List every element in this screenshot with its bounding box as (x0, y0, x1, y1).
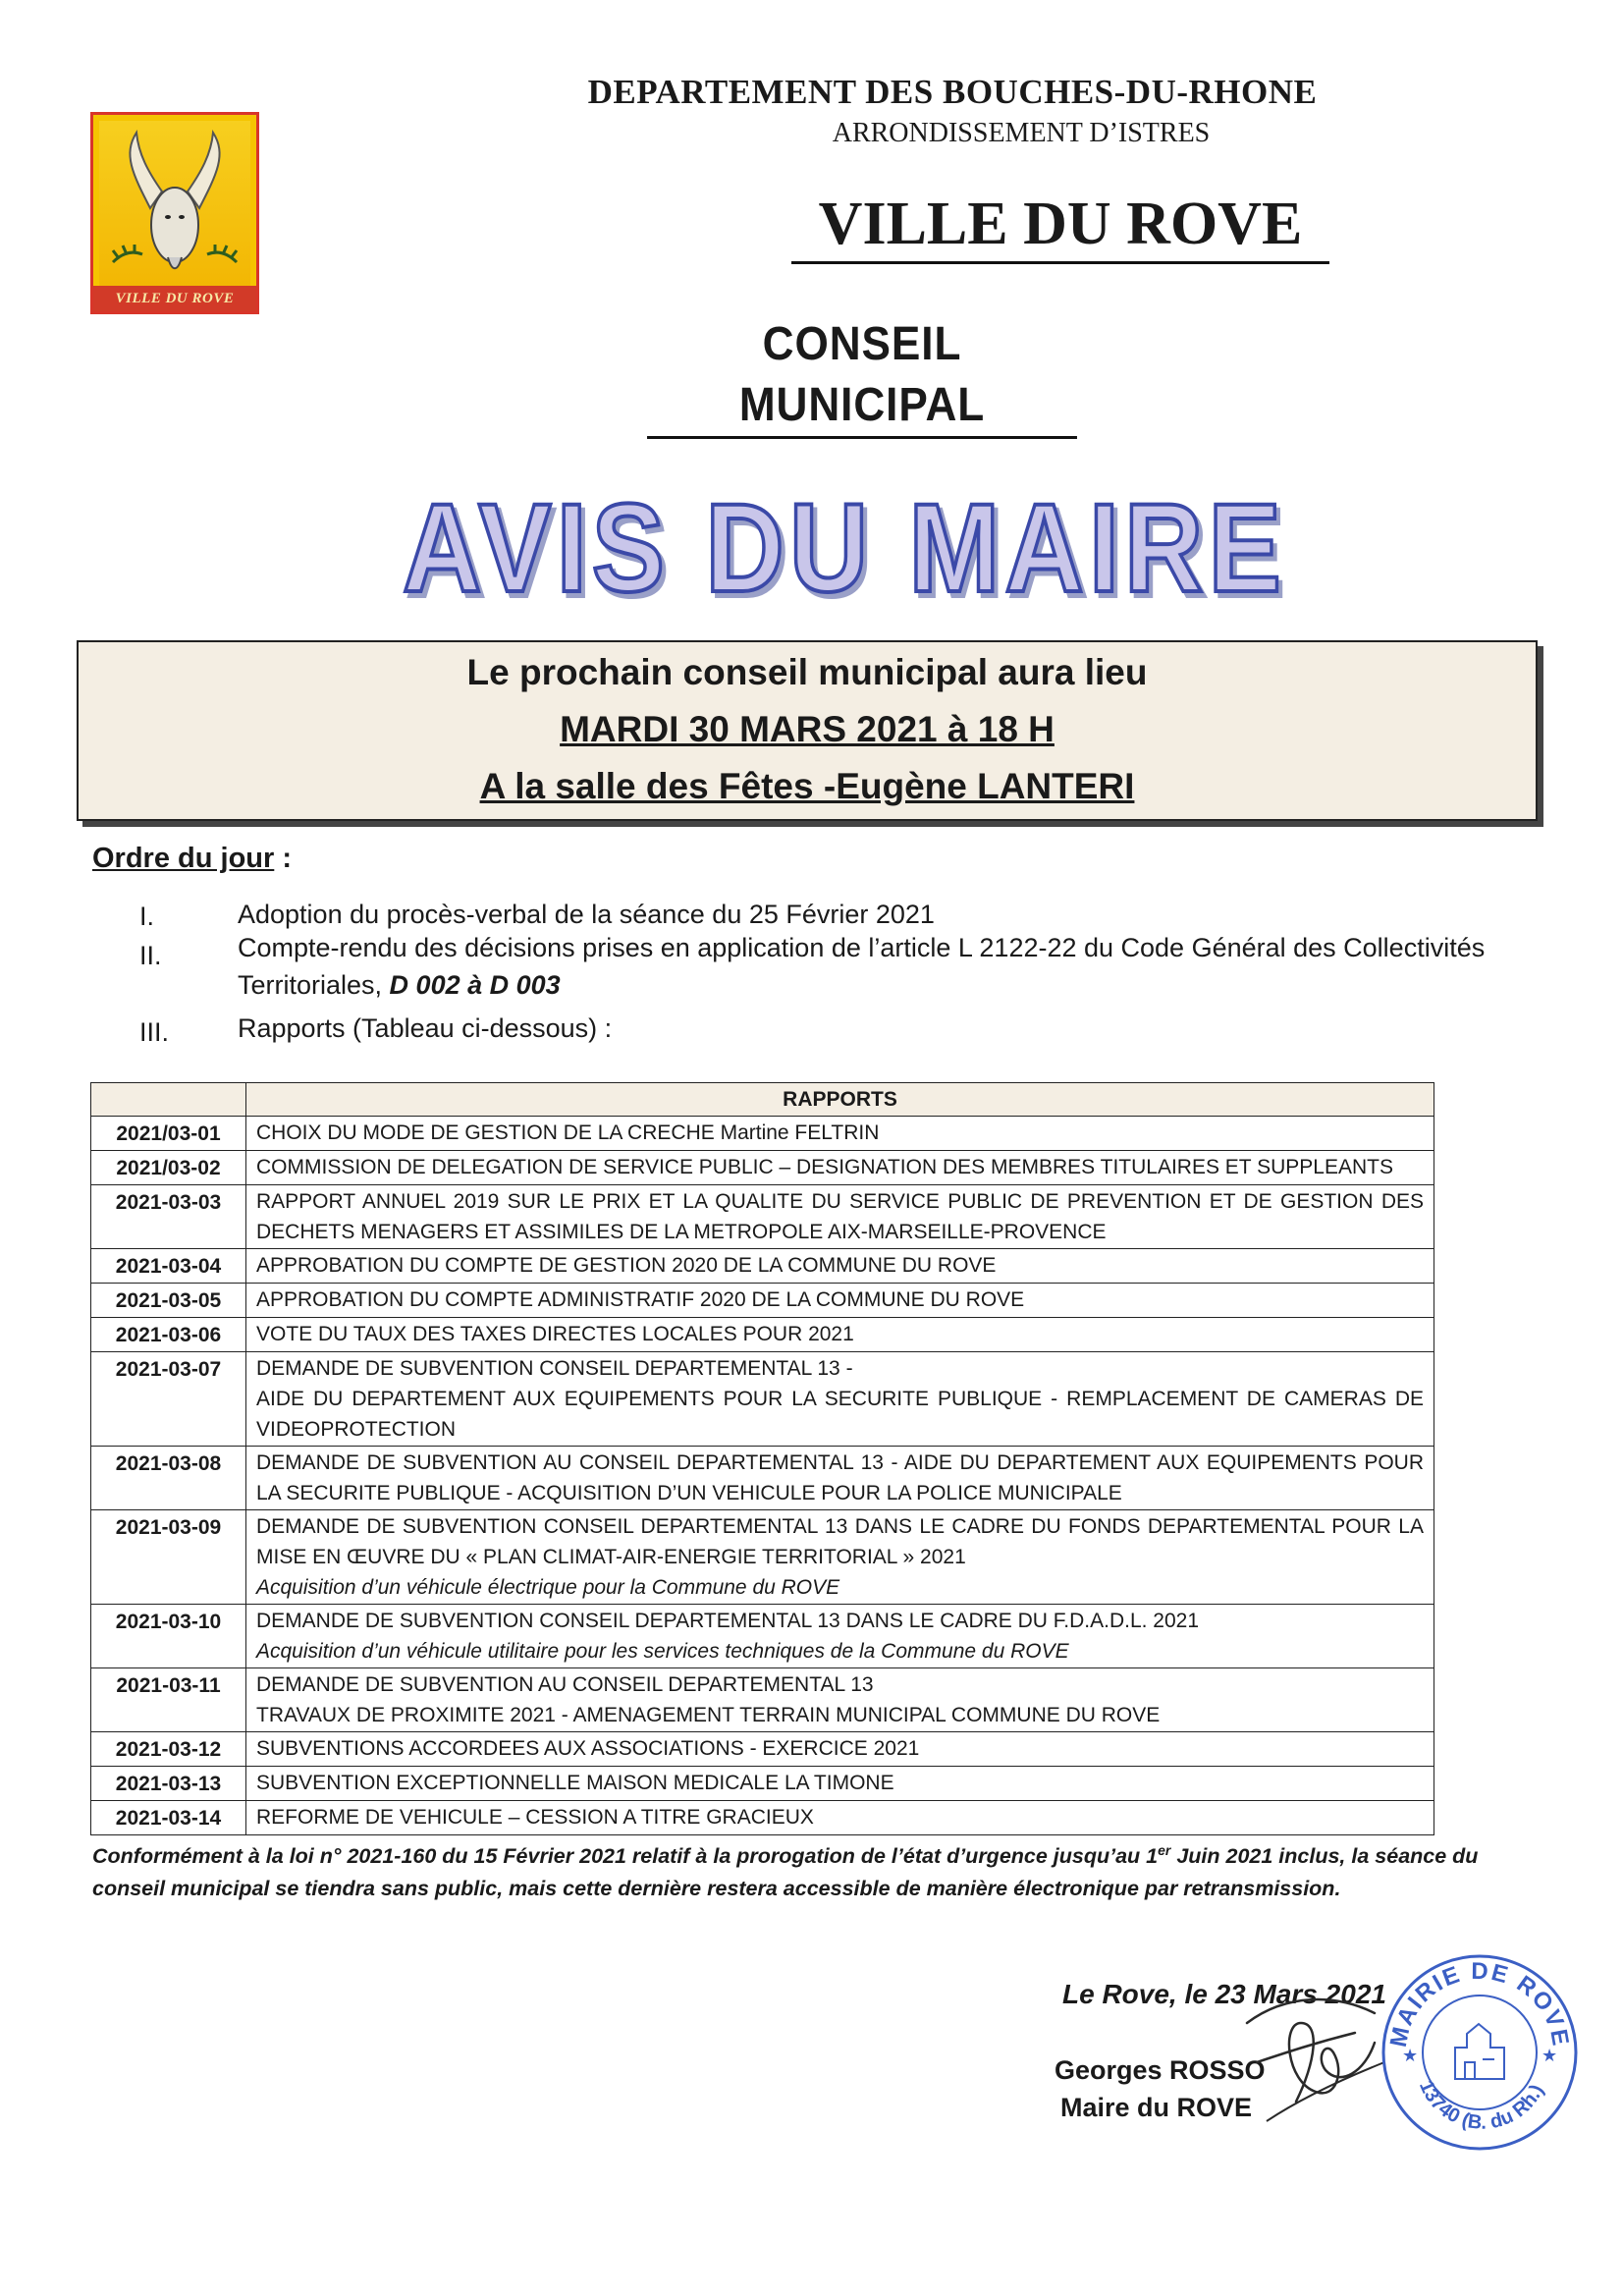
stamp-star-right-icon: ★ (1542, 2046, 1558, 2065)
notice-title-text: AVIS DU MAIRE (403, 478, 1286, 619)
table-row (91, 1732, 1434, 1767)
table-row (91, 1249, 1434, 1284)
report-title-line: DEMANDE DE SUBVENTION CONSEIL DEPARTEMENTAL 13 DANS LE CADRE DU FONDS DEPARTEMENTAL POUR LA MISE EN ŒUVRE DU « PLAN CLIMAT-AIR-ENERGIE TERRITORIAL » 2021 (256, 1515, 1424, 1568)
report-title-line: REFORME DE VEHICULE – CESSION A TITRE GRACIEUX (256, 1806, 814, 1829)
agenda-item-text: Adoption du procès-verbal de la séance du 25 Février 2021 (238, 900, 935, 929)
agenda-item-text (238, 929, 1543, 1004)
report-title-line: DEMANDE DE SUBVENTION AU CONSEIL DEPARTEMENTAL 13 (256, 1673, 874, 1696)
report-title (246, 1185, 1434, 1249)
report-title-line: CHOIX DU MODE DE GESTION DE LA CRECHE Martine FELTRIN (256, 1121, 880, 1144)
report-title (246, 1767, 1434, 1801)
report-title (246, 1151, 1434, 1185)
report-number: 2021-03-09 (91, 1510, 246, 1605)
report-title (246, 1605, 1434, 1668)
agenda-heading (92, 843, 292, 875)
report-subtitle: Acquisition d’un véhicule utilitaire pour les services techniques de la Commune du ROVE (256, 1640, 1069, 1663)
legal-note-text-2: Juin 2021 inclus, la séance du conseil municipal se tiendra sans public, mais cette dernière restera accessible de manière électronique par retransmission. (92, 1844, 1479, 1901)
report-number: 2021-03-03 (91, 1185, 246, 1249)
report-number: 2021/03-02 (91, 1151, 246, 1185)
logo-label: VILLE DU ROVE (93, 286, 256, 311)
place-date: Le Rove, le 23 Mars 2021 (1062, 1979, 1386, 2009)
report-title-line: APPROBATION DU COMPTE DE GESTION 2020 DE LA COMMUNE DU ROVE (256, 1254, 997, 1277)
announcement-box (77, 640, 1538, 821)
report-title (246, 1117, 1434, 1151)
report-title (246, 1249, 1434, 1284)
agenda-item-text: Rapports (Tableau ci-dessous) : (238, 1013, 613, 1043)
table-header-rapports: RAPPORTS (246, 1083, 1434, 1117)
legal-note-text-1: Conformément à la loi n° 2021-160 du 15 Février 2021 relatif à la prorogation de l’état d’urgence jusqu’au 1 (92, 1844, 1159, 1869)
table-row (91, 1447, 1434, 1510)
report-title-line: DEMANDE DE SUBVENTION CONSEIL DEPARTEMENTAL 13 - (256, 1357, 853, 1380)
report-title (246, 1510, 1434, 1605)
table-row (91, 1318, 1434, 1352)
table-row (91, 1605, 1434, 1668)
reports-table (90, 1082, 1434, 1835)
legal-note (92, 1834, 1526, 1905)
agenda-item-number: I. (139, 902, 155, 931)
report-number: 2021-03-10 (91, 1605, 246, 1668)
report-title-line: SUBVENTIONS ACCORDEES AUX ASSOCIATIONS - EXERCICE 2021 (256, 1737, 920, 1760)
table-row (91, 1151, 1434, 1185)
city-logo (90, 112, 259, 314)
announcement-date: MARDI 30 MARS 2021 à 18 H (560, 709, 1055, 749)
stamp-building-icon (1455, 2024, 1504, 2079)
department-heading: DEPARTEMENT DES BOUCHES-DU-RHONE (587, 73, 1318, 111)
table-row (91, 1767, 1434, 1801)
mayor-title: Maire du ROVE (1060, 2093, 1253, 2122)
svg-text:13740 (B. du Rh.) (1415, 2077, 1548, 2134)
agenda-item-number: III. (139, 1017, 170, 1047)
report-title (246, 1352, 1434, 1447)
report-title-line: APPROBATION DU COMPTE ADMINISTRATIF 2020 DE LA COMMUNE DU ROVE (256, 1288, 1025, 1311)
report-title-line: COMMISSION DE DELEGATION DE SERVICE PUBLIC – DESIGNATION DES MEMBRES TITULAIRES ET SUPPLEANTS (256, 1156, 1393, 1178)
report-subtitle: Acquisition d’un véhicule électrique pour la Commune du ROVE (256, 1576, 840, 1599)
announcement-venue: A la salle des Fêtes -Eugène LANTERI (479, 766, 1135, 806)
report-title-line: RAPPORT ANNUEL 2019 SUR LE PRIX ET LA QUALITE DU SERVICE PUBLIC DE PREVENTION ET DE GESTION DES DECHETS MENAGERS ET ASSIMILES DE LA METROPOLE AIX-MARSEILLE-PROVENCE (256, 1190, 1424, 1243)
report-title (246, 1318, 1434, 1352)
report-title-line: SUBVENTION EXCEPTIONNELLE MAISON MEDICALE LA TIMONE (256, 1772, 894, 1794)
report-title-line: DEMANDE DE SUBVENTION CONSEIL DEPARTEMENTAL 13 DANS LE CADRE DU F.D.A.D.L. 2021 (256, 1610, 1200, 1632)
table-header-empty (91, 1083, 246, 1117)
report-title (246, 1668, 1434, 1732)
report-title (246, 1284, 1434, 1318)
town-hall-stamp (1377, 1949, 1583, 2156)
report-title-line: AIDE DU DEPARTEMENT AUX EQUIPEMENTS POUR LA SECURITE PUBLIQUE - REMPLACEMENT DE CAMERAS DE VIDEOPROTECTION (256, 1388, 1424, 1441)
report-title (246, 1801, 1434, 1835)
legal-note-sup: er (1158, 1842, 1171, 1858)
svg-text:MAIRIE DE ROVE (1385, 1958, 1574, 2050)
table-row (91, 1510, 1434, 1605)
table-row (91, 1801, 1434, 1835)
report-number: 2021-03-07 (91, 1352, 246, 1447)
report-number: 2021-03-13 (91, 1767, 246, 1801)
table-header-row (91, 1083, 1434, 1117)
report-number: 2021/03-01 (91, 1117, 246, 1151)
report-number: 2021-03-11 (91, 1668, 246, 1732)
stamp-top-text: MAIRIE DE ROVE (1384, 1957, 1575, 2050)
table-row (91, 1352, 1434, 1447)
agenda-heading-colon: : (274, 843, 293, 874)
report-title (246, 1732, 1434, 1767)
announcement-line-1: Le prochain conseil municipal aura lieu (466, 652, 1148, 692)
report-number: 2021-03-12 (91, 1732, 246, 1767)
table-row (91, 1185, 1434, 1249)
report-number: 2021-03-14 (91, 1801, 246, 1835)
agenda-heading-text: Ordre du jour (92, 843, 275, 874)
stamp-bottom-text: 13740 (B. du Rh.) (1414, 2077, 1548, 2134)
council-title: CONSEIL MUNICIPAL (647, 314, 1077, 439)
report-number: 2021-03-04 (91, 1249, 246, 1284)
mayor-name: Georges ROSSO (1055, 2055, 1266, 2085)
table-row (91, 1668, 1434, 1732)
report-title-line: DEMANDE DE SUBVENTION AU CONSEIL DEPARTEMENTAL 13 - AIDE DU DEPARTEMENT AUX EQUIPEMENTS POUR LA SECURITE PUBLIQUE - ACQUISITION D’UN VEHICULE POUR LA POLICE MUNICIPALE (256, 1451, 1424, 1504)
agenda-item-number: II. (139, 941, 162, 970)
reports-table-body (91, 1117, 1434, 1835)
arrondissement-heading: ARRONDISSEMENT D’ISTRES (832, 118, 1211, 148)
agenda-item-text-main: Compte-rendu des décisions prises en application de l’article L 2122-22 du Code Général des Collectivités Territoriales, (238, 933, 1486, 1000)
report-title-line: VOTE DU TAUX DES TAXES DIRECTES LOCALES POUR 2021 (256, 1323, 854, 1345)
stamp-star-left-icon: ★ (1402, 2046, 1419, 2065)
city-title: VILLE DU ROVE (791, 187, 1329, 264)
table-row (91, 1117, 1434, 1151)
report-title (246, 1447, 1434, 1510)
report-number: 2021-03-06 (91, 1318, 246, 1352)
agenda-item-decisions: D 002 à D 003 (389, 970, 561, 1000)
report-number: 2021-03-08 (91, 1447, 246, 1510)
handwritten-signature (1227, 1984, 1394, 2131)
notice-title (373, 469, 1316, 623)
report-title-line: TRAVAUX DE PROXIMITE 2021 - AMENAGEMENT TERRAIN MUNICIPAL COMMUNE DU ROVE (256, 1704, 1161, 1726)
table-row (91, 1284, 1434, 1318)
goat-emblem-icon (93, 115, 256, 288)
report-number: 2021-03-05 (91, 1284, 246, 1318)
